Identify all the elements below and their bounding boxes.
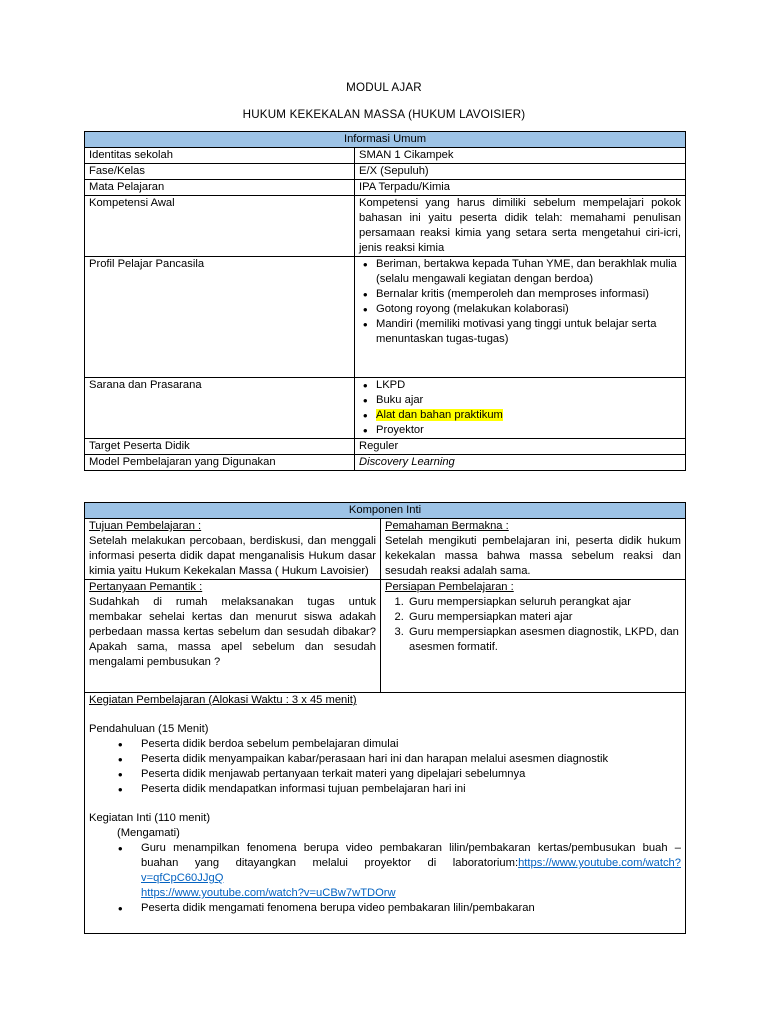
list-item: • Peserta didik mengamati fenomena berupa video pembakaran lilin/pembakaran	[141, 901, 681, 916]
row-value: E/X (Sepuluh)	[355, 164, 686, 180]
row-label: Mata Pelajaran	[85, 180, 355, 196]
list-item: • Peserta didik menjawab pertanyaan terkait materi yang dipelajari sebelumnya	[141, 767, 681, 782]
informasi-umum-table	[84, 131, 686, 471]
kegiatan-label: Kegiatan Pembelajaran (Alokasi Waktu : 3 x 45 menit)	[89, 694, 357, 706]
highlighted-text: Alat dan bahan praktikum	[376, 409, 503, 421]
informasi-umum-header: Informasi Umum	[85, 132, 686, 148]
pemahaman-label: Pemahaman Bermakna :	[385, 520, 509, 532]
inti-label: Kegiatan Inti (110 menit)	[89, 812, 211, 824]
table-row	[85, 164, 686, 180]
table-row	[85, 257, 686, 378]
pemahaman-text: Setelah mengikuti pembelajaran ini, peserta didik hukum kekekalan massa bahwa massa sebelum reaksi dan sesudah reaksi adalah sama.	[385, 535, 681, 577]
sarana-list	[359, 378, 681, 438]
persiapan-cell	[381, 580, 686, 693]
inti-sublabel: (Mengamati)	[117, 827, 180, 839]
row-label: Profil Pelajar Pancasila	[85, 257, 355, 378]
row-value: Kompetensi yang harus dimiliki sebelum mempelajari pokok bahasan ini yaitu peserta didik telah: memahami penulisan persamaan reaksi kimia yang setara serta mengetahui ciri-icri, jenis reaksi kimia	[355, 196, 686, 257]
list-item: • Peserta didik berdoa sebelum pembelajaran dimulai	[141, 737, 681, 752]
row-value: SMAN 1 Cikampek	[355, 148, 686, 164]
row-value: IPA Terpadu/Kimia	[355, 180, 686, 196]
row-label: Fase/Kelas	[85, 164, 355, 180]
list-item: • Buku ajar	[376, 393, 681, 408]
list-item: • Peserta didik mendapatkan informasi tujuan pembelajaran hari ini	[141, 782, 681, 797]
row-label: Identitas sekolah	[85, 148, 355, 164]
pertanyaan-cell	[85, 580, 381, 693]
list-item: 1. Guru mempersiapkan seluruh perangkat ajar	[407, 595, 681, 610]
video-link-2[interactable]: https://www.youtube.com/watch?v=uCBw7wTDOrw	[141, 887, 396, 899]
inti-item-text: Guru menampilkan fenomena berupa video pembakaran lilin/pembakaran kertas/pembusukan buah – buahan yang ditayangkan melalui proyektor di laboratorium:	[141, 842, 681, 869]
video-link-1[interactable]: https://www.youtube.com/watch?v=qfCpC60JJgQ	[141, 857, 681, 884]
list-item: • Mandiri (memiliki motivasi yang tinggi untuk belajar serta menuntaskan tugas-tugas)	[376, 317, 681, 347]
table-row	[85, 180, 686, 196]
row-label: Sarana dan Prasarana	[85, 378, 355, 439]
pertanyaan-label: Pertanyaan Pemantik :	[89, 581, 203, 593]
list-item	[376, 408, 681, 423]
list-item: • Peserta didik menyampaikan kabar/perasaan hari ini dan harapan melalui asesmen diagnostik	[141, 752, 681, 767]
list-item: • Gotong royong (melakukan kolaborasi)	[376, 302, 681, 317]
persiapan-label: Persiapan Pembelajaran :	[385, 581, 514, 593]
table-row	[85, 519, 686, 580]
pertanyaan-text: Sudahkah di rumah melaksanakan tugas untuk membakar sehelai kertas dan menurut siswa adakah perbedaan massa kertas sebelum dan sesudah dibakar? Apakah sama, massa apel sebelum dan sesudah mengalami pembusukan ?	[89, 596, 376, 668]
document-subtitle: HUKUM KEKEKALAN MASSA (HUKUM LAVOISIER)	[242, 108, 526, 121]
pendahuluan-label: Pendahuluan (15 Menit)	[89, 723, 209, 735]
table-row	[85, 580, 686, 693]
list-item: • Proyektor	[376, 423, 681, 438]
table-row	[85, 455, 686, 471]
row-label: Model Pembelajaran yang Digunakan	[85, 455, 355, 471]
table-row	[85, 693, 686, 934]
list-item: 2. Guru mempersiapkan materi ajar	[407, 610, 681, 625]
table-row	[85, 196, 686, 257]
document-title: MODUL AJAR	[346, 81, 422, 94]
table-row	[85, 148, 686, 164]
row-label: Target Peserta Didik	[85, 439, 355, 455]
row-value: Reguler	[355, 439, 686, 455]
list-item: • Beriman, bertakwa kepada Tuhan YME, dan berakhlak mulia (selalu mengawali kegiatan dengan berdoa)	[376, 257, 681, 287]
profil-list-cell	[355, 257, 686, 378]
inti-list	[89, 841, 681, 916]
table-row	[85, 378, 686, 439]
list-item: • LKPD	[376, 378, 681, 393]
pemahaman-cell	[381, 519, 686, 580]
row-label: Kompetensi Awal	[85, 196, 355, 257]
list-item	[141, 841, 681, 901]
pendahuluan-list	[89, 737, 681, 797]
komponen-inti-header: Komponen Inti	[85, 503, 686, 519]
list-item: • Bernalar kritis (memperoleh dan memproses informasi)	[376, 287, 681, 302]
row-value: Discovery Learning	[355, 455, 686, 471]
persiapan-list	[385, 595, 681, 655]
table-row	[85, 439, 686, 455]
tujuan-label: Tujuan Pembelajaran :	[89, 520, 202, 532]
tujuan-text: Setelah melakukan percobaan, berdiskusi, dan menggali informasi peserta didik dapat menganalisis Hukum dasar kimia yaitu Hukum Kekekalan Massa ( Hukum Lavoisier)	[89, 535, 376, 577]
tujuan-cell	[85, 519, 381, 580]
kegiatan-cell	[85, 693, 686, 934]
profil-list	[359, 257, 681, 347]
komponen-inti-table	[84, 502, 686, 934]
list-item: 3. Guru mempersiapkan asesmen diagnostik, LKPD, dan asesmen formatif.	[407, 625, 681, 655]
sarana-list-cell	[355, 378, 686, 439]
